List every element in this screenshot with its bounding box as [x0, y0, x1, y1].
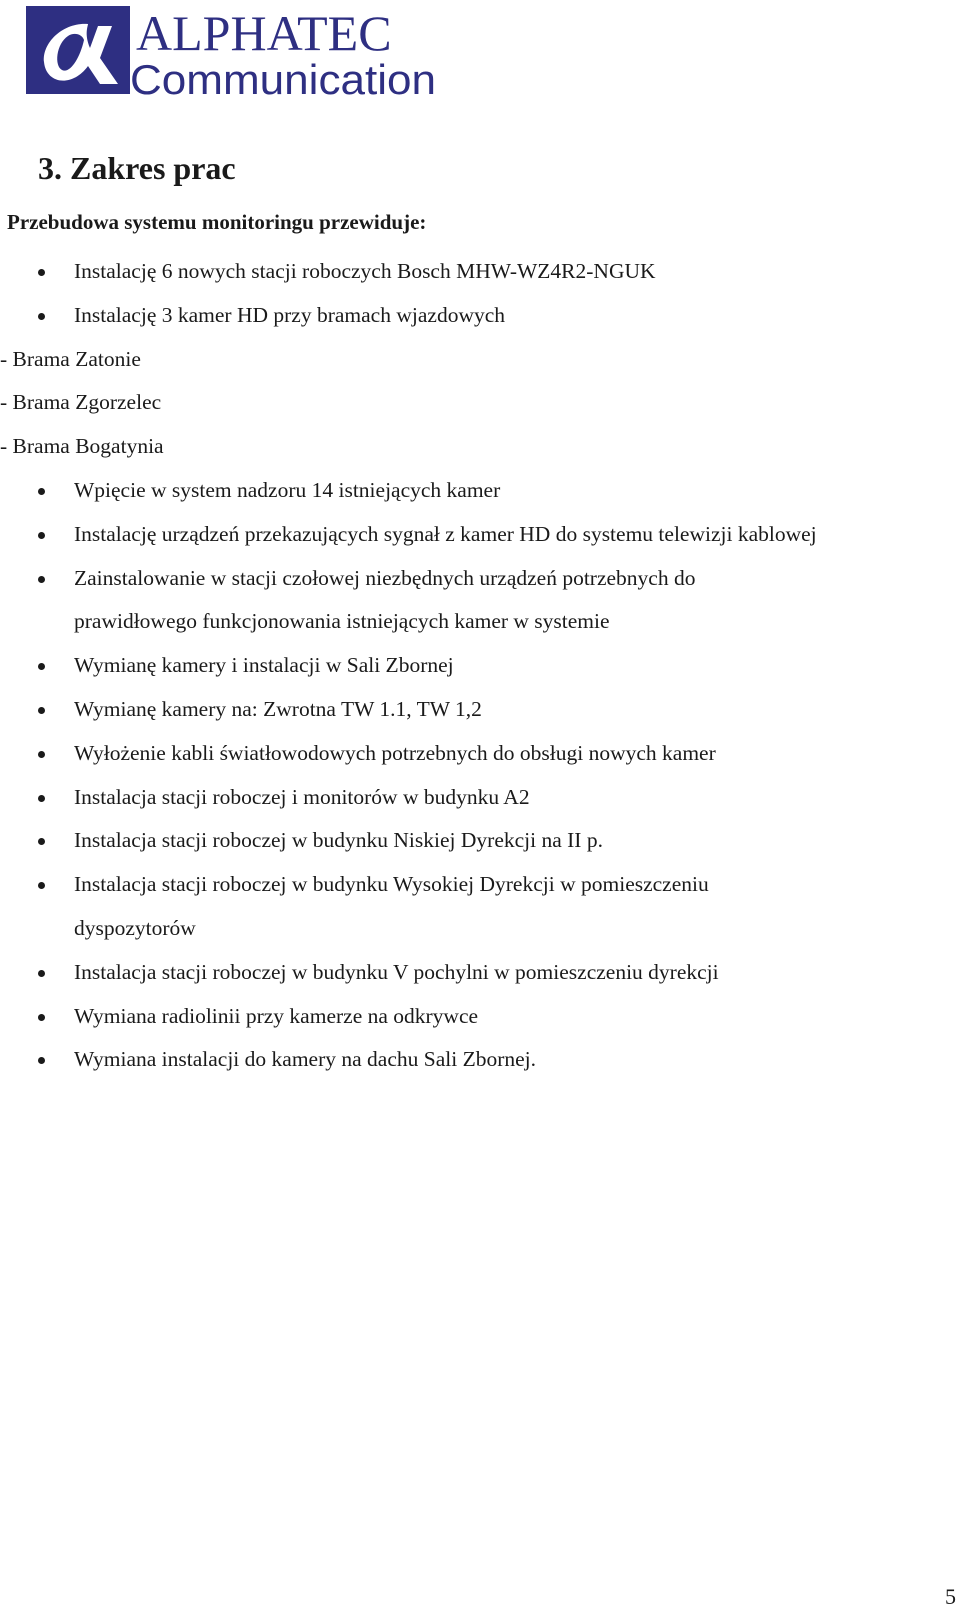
list-item-text: - Brama Bogatynia	[0, 434, 164, 459]
list-item-text: Wpięcie w system nadzoru 14 istniejących kamer	[74, 477, 501, 502]
list-item-text: Instalacja stacji roboczej w budynku V pochylni w pomieszczeniu dyrekcji	[74, 959, 719, 984]
list-item	[0, 776, 960, 820]
intro-text: Przebudowa systemu monitoringu przewiduje:	[7, 210, 427, 234]
list-item-continuation	[0, 907, 960, 951]
alphatec-logo-graphic	[26, 4, 446, 100]
bullet-icon	[38, 1057, 45, 1064]
list-item	[0, 863, 960, 907]
scope-list	[0, 250, 960, 1082]
list-item	[0, 732, 960, 776]
logo-brand-bottom: Communication	[130, 56, 436, 100]
list-item	[0, 995, 960, 1039]
list-item-text: dyspozytorów	[74, 915, 196, 940]
logo-brand-top: ALPHATEC	[136, 5, 392, 61]
list-item-text: Instalację urządzeń przekazujących sygnał z kamer HD do systemu telewizji kablowej	[74, 521, 817, 546]
section-heading: 3. Zakres prac	[38, 150, 236, 186]
list-item	[0, 819, 960, 863]
list-item	[0, 513, 960, 557]
list-item-text: Instalacja stacji roboczej w budynku Wysokiej Dyrekcji w pomieszczeniu	[74, 872, 709, 897]
page-number: 5	[945, 1584, 956, 1609]
list-item-text: Wymianę kamery i instalacji w Sali Zbornej	[74, 653, 454, 678]
bullet-icon	[38, 269, 45, 276]
list-item-text: Wymiana radiolinii przy kamerze na odkrywce	[74, 1003, 479, 1028]
bullet-icon	[38, 751, 45, 758]
sub-list-item	[0, 338, 960, 382]
bullet-icon	[38, 882, 45, 889]
sub-list-item	[0, 425, 960, 469]
list-item-text: Zainstalowanie w stacji czołowej niezbędnych urządzeń potrzebnych do	[74, 565, 696, 590]
bullet-icon	[38, 576, 45, 583]
list-item-text: Instalację 3 kamer HD przy bramach wjazdowych	[74, 302, 506, 327]
bullet-icon	[38, 970, 45, 977]
bullet-icon	[38, 313, 45, 320]
list-item	[0, 644, 960, 688]
list-item-text: - Brama Zgorzelec	[0, 390, 162, 415]
list-item-text: - Brama Zatonie	[0, 346, 141, 371]
company-logo	[26, 4, 446, 100]
list-item	[0, 951, 960, 995]
bullet-icon	[38, 488, 45, 495]
list-item-text: prawidłowego funkcjonowania istniejących kamer w systemie	[74, 609, 610, 634]
list-item	[0, 557, 960, 601]
list-item	[0, 1038, 960, 1082]
bullet-icon	[38, 532, 45, 539]
bullet-icon	[38, 707, 45, 714]
list-item-continuation	[0, 600, 960, 644]
list-item-text: Instalacja stacji roboczej i monitorów w budynku A2	[74, 784, 530, 809]
bullet-icon	[38, 838, 45, 845]
list-item	[0, 250, 960, 294]
list-item-text: Instalację 6 nowych stacji roboczych Bosch MHW-WZ4R2-NGUK	[74, 259, 656, 283]
list-item	[0, 688, 960, 732]
sub-list-item	[0, 381, 960, 425]
list-item-text: Instalacja stacji roboczej w budynku Niskiej Dyrekcji na II p.	[74, 828, 603, 853]
list-item-text: Wymiana instalacji do kamery na dachu Sali Zbornej.	[74, 1047, 536, 1072]
bullet-icon	[38, 1014, 45, 1021]
bullet-icon	[38, 795, 45, 802]
list-item-text: Wymianę kamery na: Zwrotna TW 1.1, TW 1,2	[74, 696, 482, 721]
bullet-icon	[38, 663, 45, 670]
list-item	[0, 294, 960, 338]
list-item	[0, 469, 960, 513]
list-item-text: Wyłożenie kabli światłowodowych potrzebnych do obsługi nowych kamer	[74, 740, 716, 765]
